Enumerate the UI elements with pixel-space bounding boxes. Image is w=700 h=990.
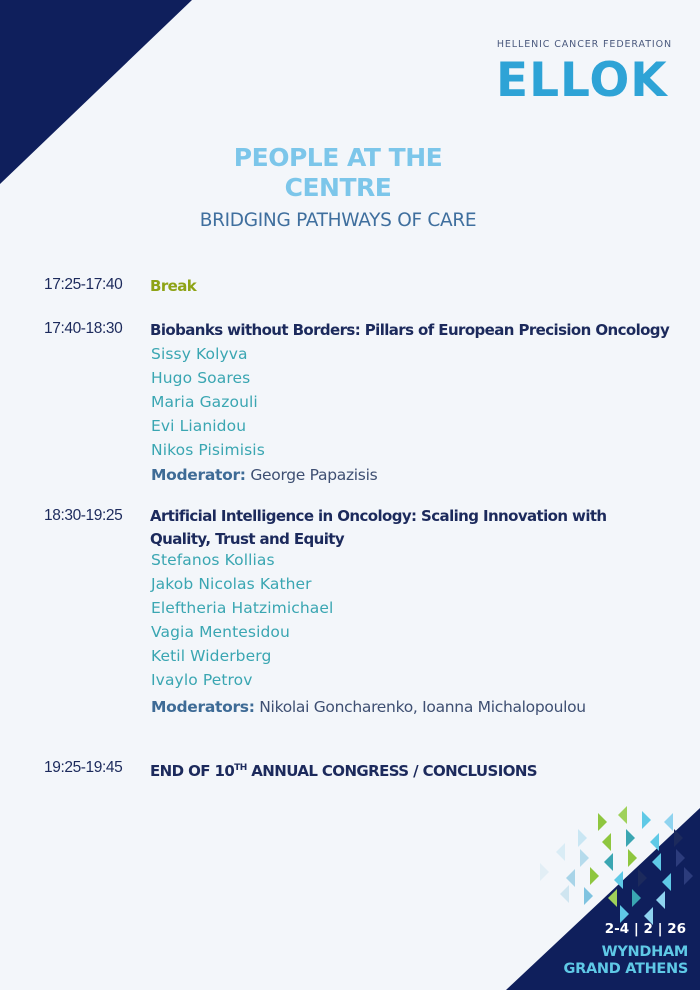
session2-speaker: Vagia Mentesidou — [151, 623, 290, 641]
decorative-triangle — [656, 891, 665, 909]
moderator-label: Moderator: — [151, 466, 246, 484]
decorative-triangle — [638, 869, 647, 887]
decorative-triangle — [556, 843, 565, 861]
decorative-triangle — [602, 833, 611, 851]
decorative-triangle — [584, 887, 593, 905]
page-title-line1: PEOPLE AT THE — [233, 143, 443, 172]
session2-speaker: Ivaylo Petrov — [151, 671, 253, 689]
closing-time: 19:25-19:45 — [44, 759, 123, 776]
decorative-triangle — [614, 871, 623, 889]
venue-line2: GRAND ATHENS — [563, 961, 688, 977]
decorative-triangle — [664, 813, 673, 831]
session2-speaker: Eleftheria Hatzimichael — [151, 599, 334, 617]
closing-title-pre: END OF 10 — [150, 762, 235, 780]
decorative-triangle — [560, 885, 569, 903]
decorative-triangle — [632, 889, 641, 907]
closing-title-post: ANNUAL CONGRESS / CONCLUSIONS — [246, 762, 537, 780]
session1-time: 17:40-18:30 — [44, 320, 123, 337]
session1-speaker: Evi Lianidou — [151, 417, 247, 435]
session2-moderator — [151, 698, 586, 716]
decorative-triangle — [598, 813, 607, 831]
decorative-triangle — [676, 849, 685, 867]
session2-title-line1: Artificial Intelligence in Oncology: Scaling Innovation with — [150, 507, 607, 525]
page-title-line2: CENTRE — [284, 173, 392, 202]
ellok-logo-mark — [494, 54, 674, 104]
session2-speaker: Ketil Widerberg — [151, 647, 272, 665]
closing-title — [150, 757, 690, 783]
session1-speaker: Sissy Kolyva — [151, 345, 248, 363]
decorative-triangle — [650, 833, 659, 851]
decorative-triangle — [608, 889, 617, 907]
decorative-triangle — [578, 829, 587, 847]
page-subtitle: BRIDGING PATHWAYS OF CARE — [199, 210, 477, 231]
session2-speaker: Stefanos Kollias — [151, 551, 275, 569]
org-name: HELLENIC CANCER FEDERATION — [496, 39, 672, 50]
decorative-triangle — [626, 829, 635, 847]
venue-line1: WYNDHAM — [601, 944, 688, 960]
decorative-triangle — [662, 873, 671, 891]
decorative-triangle — [674, 829, 683, 847]
break-label: Break — [150, 277, 197, 295]
event-dates: 2-4 | 2 | 26 — [604, 921, 686, 937]
decorative-triangle — [540, 863, 549, 881]
decorative-triangle — [628, 849, 637, 867]
decorative-triangle — [580, 849, 589, 867]
session1-moderator — [151, 466, 377, 484]
session1-speaker: Nikos Pisimisis — [151, 441, 265, 459]
session2-title-line2: Quality, Trust and Equity — [150, 530, 345, 548]
session1-speaker: Maria Gazouli — [151, 393, 258, 411]
session1-speaker: Hugo Soares — [151, 369, 251, 387]
decorative-triangle — [604, 853, 613, 871]
session1-title: Biobanks without Borders: Pillars of European Precision Oncology — [150, 321, 670, 339]
logo-text: ELLOK — [496, 54, 668, 104]
closing-title-sup: TH — [234, 763, 247, 773]
break-time: 17:25-17:40 — [44, 276, 123, 293]
decorative-triangle — [652, 853, 661, 871]
moderator-name: Nikolai Goncharenko, Ioanna Michalopoulou — [259, 698, 586, 716]
session2-time: 18:30-19:25 — [44, 507, 123, 524]
decorative-triangle — [684, 867, 693, 885]
decorative-triangle — [618, 806, 627, 824]
session2-speaker: Jakob Nicolas Kather — [151, 575, 312, 593]
decorative-triangle — [642, 811, 651, 829]
moderator-name: George Papazisis — [250, 466, 378, 484]
decorative-triangle — [590, 867, 599, 885]
decorative-triangle — [566, 869, 575, 887]
moderator-label: Moderators: — [151, 698, 255, 716]
ellok-logo — [494, 54, 674, 108]
